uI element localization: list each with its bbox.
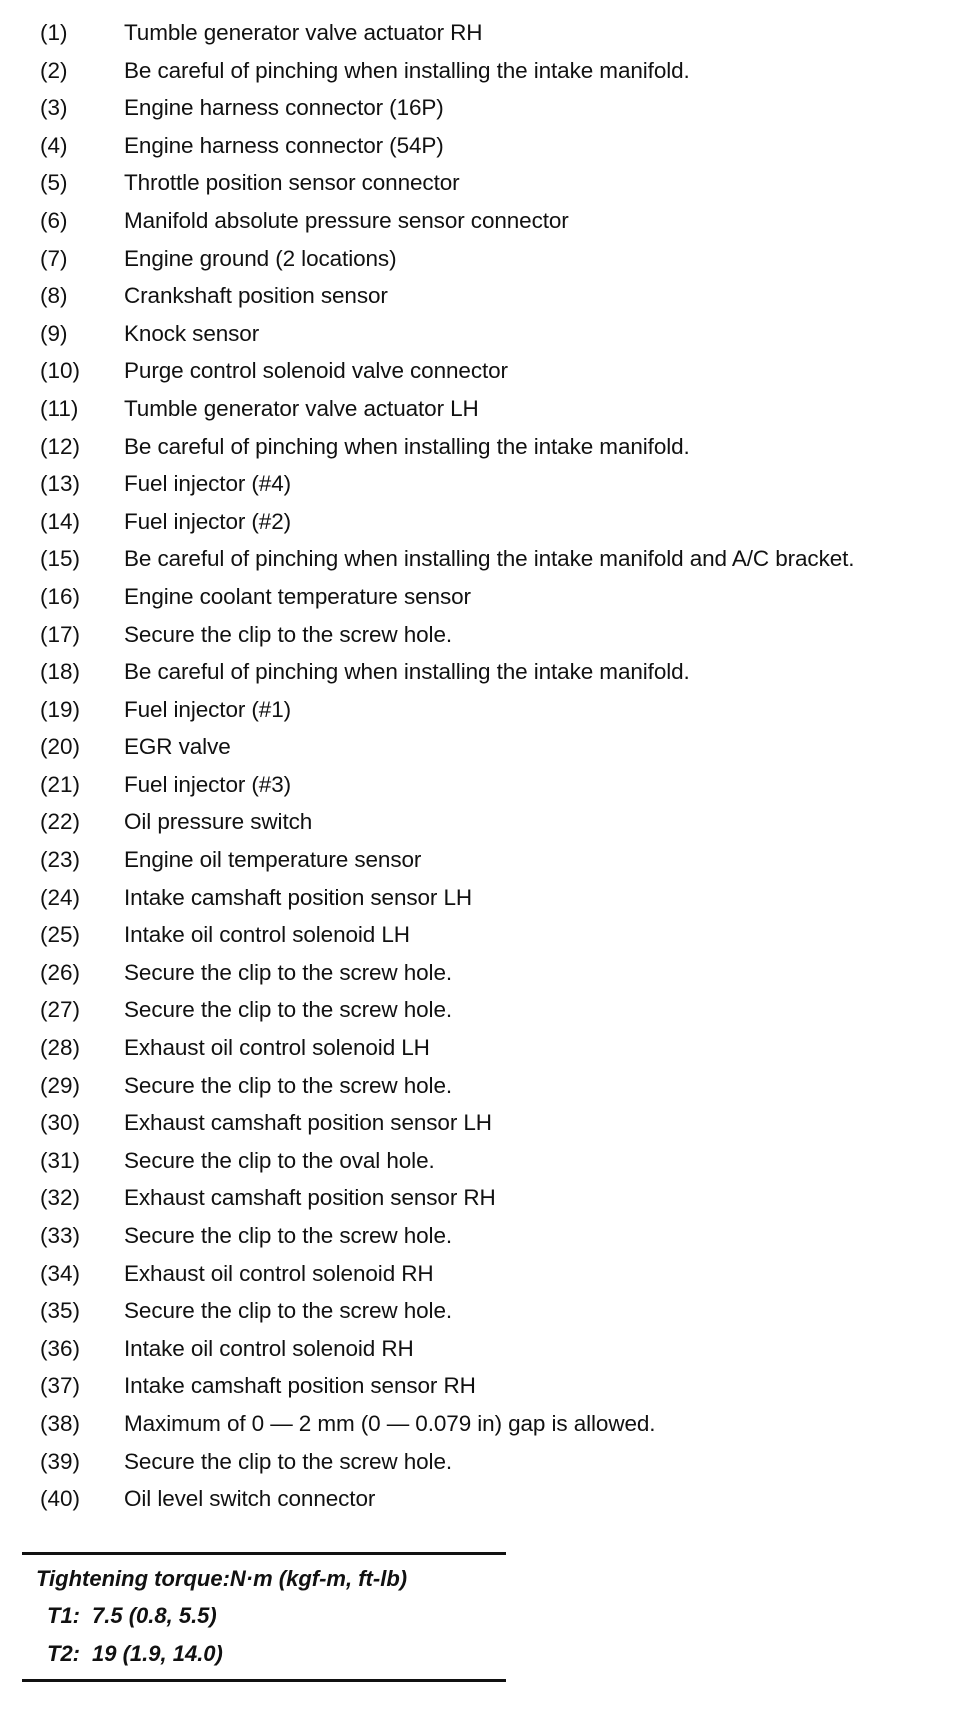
legend-number: (13) [40,471,81,497]
legend-description: Engine harness connector (54P) [124,132,444,158]
legend-item [0,578,960,616]
legend-item [0,916,960,954]
legend-number: (39) [40,1448,81,1474]
torque-value: 19 (1.9, 14.0) [92,1641,223,1666]
legend-description: Secure the clip to the screw hole. [124,1223,453,1248]
legend-number: (27) [40,997,81,1023]
legend-number: (34) [40,1260,81,1286]
legend-description: Knock sensor [124,320,260,346]
legend-description: Exhaust oil control solenoid LH [124,1035,430,1061]
legend-description: Secure the clip to the screw hole. [124,621,453,647]
legend-number: (38) [40,1410,81,1436]
legend-description: Maximum of 0 — 2 mm (0 — 0.079 in) gap is allowed. [124,1410,656,1436]
legend-number: (10) [40,358,81,384]
legend-number: (6) [40,207,68,233]
legend-description: Tumble generator valve actuator LH [124,395,479,421]
legend-number: (14) [40,508,81,534]
legend-number: (12) [40,433,81,459]
torque-key: T2: [47,1641,80,1666]
legend-description: Manifold absolute pressure sensor connector [124,207,569,233]
legend-item [0,954,960,992]
legend-item [0,766,960,804]
legend-item [0,315,960,353]
legend-item [0,1179,960,1217]
legend-number: (21) [40,771,81,797]
legend-item [0,1217,960,1255]
legend-number: (19) [40,696,81,722]
tightening-torque-table [22,1552,506,1682]
legend-item [0,1029,960,1067]
legend-number: (16) [40,583,81,609]
legend-description: Oil level switch connector [124,1486,376,1512]
legend-description: Secure the clip to the oval hole. [124,1147,435,1173]
legend-number: (2) [40,57,68,83]
legend-item [0,277,960,315]
legend-item [0,202,960,240]
legend-item [0,1367,960,1405]
legend-description: Secure the clip to the screw hole. [124,997,453,1023]
legend-item [0,503,960,541]
legend-item [0,879,960,917]
legend-description: Fuel injector (#2) [124,508,292,534]
legend-description: Intake oil control solenoid RH [124,1335,414,1361]
legend-item [0,1104,960,1142]
legend-number: (40) [40,1486,81,1512]
legend-description: Intake camshaft position sensor RH [124,1373,476,1399]
torque-value: 7.5 (0.8, 5.5) [92,1603,217,1628]
legend-description: Fuel injector (#4) [124,471,292,497]
legend-item [0,428,960,466]
legend-number: (1) [40,20,68,45]
legend-description: Secure the clip to the screw hole. [124,1298,453,1324]
legend-description: Engine oil temperature sensor [124,847,422,873]
legend-description: Be careful of pinching when installing the intake manifold. [124,433,690,459]
legend-number: (3) [40,95,68,121]
legend-item [0,390,960,428]
legend-item [0,803,960,841]
legend-item [0,164,960,202]
legend-item [0,1142,960,1180]
legend-number: (33) [40,1223,81,1248]
legend-description: Tumble generator valve actuator RH [124,20,483,45]
legend-number: (30) [40,1110,81,1136]
legend-item [0,127,960,165]
legend-number: (31) [40,1147,81,1173]
legend-item [0,653,960,691]
legend-number: (8) [40,283,68,309]
legend-description: Secure the clip to the screw hole. [124,1448,453,1474]
torque-row-t2 [22,1635,506,1673]
legend-number: (23) [40,847,81,873]
legend-number: (29) [40,1072,81,1098]
legend-number: (15) [40,546,81,572]
legend-description: Be careful of pinching when installing the intake manifold. [124,659,690,685]
legend-item [0,1405,960,1443]
legend-number: (24) [40,884,81,910]
legend-number: (20) [40,734,81,760]
torque-row-t1 [22,1597,506,1635]
legend-description: Fuel injector (#3) [124,771,292,797]
legend-item [0,540,960,578]
legend-number: (4) [40,132,68,158]
legend-item [0,14,960,52]
legend-description: Crankshaft position sensor [124,283,388,309]
legend-item [0,1330,960,1368]
legend-item [0,1255,960,1293]
legend-description: Exhaust oil control solenoid RH [124,1260,434,1286]
legend-number: (22) [40,809,81,835]
legend-description: Be careful of pinching when installing the intake manifold and A/C bracket. [124,546,855,572]
torque-key: T1: [47,1603,80,1628]
legend-number: (32) [40,1185,81,1211]
legend-description: Intake camshaft position sensor LH [124,884,473,910]
legend-description: Throttle position sensor connector [124,170,460,196]
legend-description: Engine ground (2 locations) [124,245,397,271]
legend-item [0,1443,960,1481]
legend-description: Secure the clip to the screw hole. [124,1072,453,1098]
legend-number: (9) [40,320,68,346]
legend-item [0,52,960,90]
legend-number: (26) [40,959,81,985]
legend-item [0,89,960,127]
legend-number: (7) [40,245,68,271]
legend-description: Secure the clip to the screw hole. [124,959,453,985]
legend-number: (35) [40,1298,81,1324]
legend-number: (18) [40,659,81,685]
legend-item [0,841,960,879]
legend-description: Exhaust camshaft position sensor RH [124,1185,496,1211]
legend-number: (5) [40,170,68,196]
legend-item [0,728,960,766]
legend-item [0,1067,960,1105]
legend-description: Purge control solenoid valve connector [124,358,508,384]
legend-description: Engine coolant temperature sensor [124,583,471,609]
legend-description: Engine harness connector (16P) [124,95,444,121]
legend-description: Intake oil control solenoid LH [124,922,410,948]
legend-description: Oil pressure switch [124,809,313,835]
legend-number: (28) [40,1035,81,1061]
legend-item [0,1292,960,1330]
legend-number: (17) [40,621,81,647]
torque-title: Tightening torque:N·m (kgf-m, ft-lb) [36,1566,408,1591]
legend-item [0,465,960,503]
legend-item [0,616,960,654]
legend-number: (25) [40,922,81,948]
legend-description: EGR valve [124,734,231,760]
legend-item [0,1480,960,1518]
legend-number: (11) [40,395,79,421]
legend-description: Be careful of pinching when installing the intake manifold. [124,57,690,83]
component-legend-list [0,14,960,1518]
legend-number: (37) [40,1373,81,1399]
legend-description: Exhaust camshaft position sensor LH [124,1110,492,1136]
legend-item [0,240,960,278]
legend-item [0,691,960,729]
legend-item [0,352,960,390]
legend-description: Fuel injector (#1) [124,696,292,722]
legend-number: (36) [40,1335,81,1361]
legend-item [0,991,960,1029]
